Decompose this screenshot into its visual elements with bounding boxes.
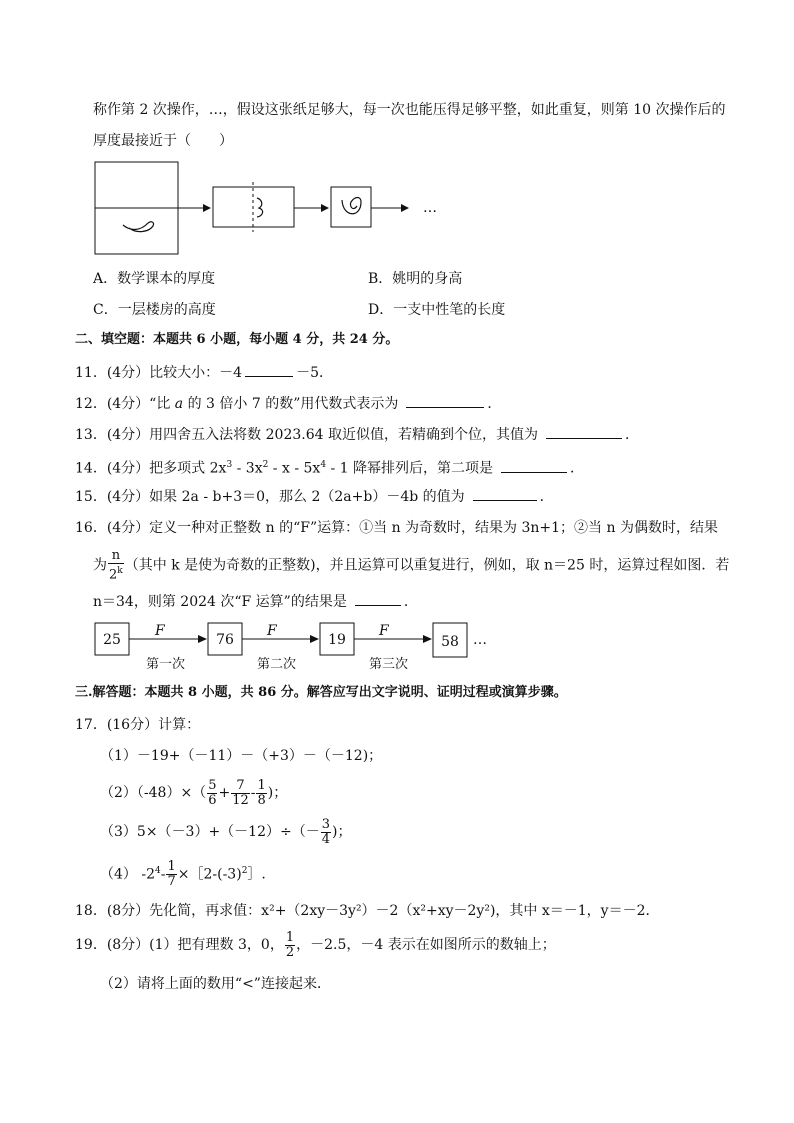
q13-suffix: ． [624, 427, 639, 443]
q16-frac-num: n [108, 549, 124, 564]
q17-p4-exp: 4 [155, 866, 161, 876]
q14-term4: - 1 降幂排列后，第二项是 [326, 460, 494, 477]
q16-line3 [93, 591, 418, 612]
q16-line2-prefix: 为 [93, 557, 107, 574]
q10-text-line1: 称作第 2 次操作，…，假设这张纸足够大，每一次也能压得足够平整，如此重复，则第 10 次操作后的 [93, 102, 726, 118]
flow-box-4-value: 58 [441, 634, 459, 650]
flow-op-3: F [379, 623, 389, 639]
flow-ellipsis: … [473, 632, 487, 648]
q14-exp2: 2 [262, 460, 269, 470]
flow-op-1: F [155, 623, 165, 639]
q17-p3-frac [321, 818, 331, 847]
section2-heading: 二、填空题：本题共 6 小题，每小题 4 分，共 24 分。 [75, 332, 399, 347]
q17-p2-frac3-num: 1 [257, 777, 266, 793]
q17-p2-frac1 [207, 779, 217, 808]
q17-p2-frac2-num: 7 [231, 779, 250, 794]
flow-box-3-value: 19 [328, 632, 346, 648]
q17-p4-op: - [160, 866, 166, 883]
q16-fraction [108, 549, 124, 582]
flow-box-1-value: 25 [103, 632, 121, 648]
q19-part1 [75, 928, 556, 962]
q14-suffix: ． [570, 460, 585, 477]
section3-heading: 三.解答题：本题共 8 小题，共 86 分。解答应写出文字说明、证明过程或演算步骤。 [75, 685, 567, 700]
q16-line2 [93, 549, 729, 582]
q17-p3-frac-den: 4 [321, 831, 331, 847]
q18-line: 18．(8分）先化简，再求值：x²+（2xy－3y²）－2（x²+xy－2y²)，其中 x＝－1，y＝－2． [75, 903, 660, 919]
q16-frac-den-exp: k [117, 566, 123, 576]
q19-p1-prefix: 19．(8分）(1）把有理数 3，0， [75, 937, 284, 953]
q17-p2-op2: - [250, 785, 256, 801]
diagram-ellipsis: … [423, 200, 437, 216]
q14-exp3: 4 [320, 460, 327, 470]
q17-title: 17．(16分）计算： [75, 717, 201, 733]
q14-term3: - x - 5x [268, 460, 321, 477]
q17-p2-suffix: )； [267, 785, 288, 801]
q11-line [75, 362, 333, 383]
flow-box-4 [433, 623, 467, 657]
q17-p2-frac1-den: 6 [208, 792, 217, 808]
q17-p4-mid: ×［2-(-3) [177, 866, 242, 883]
q17-part4 [100, 854, 266, 892]
f-operation-flow-diagram [93, 618, 503, 674]
q16-frac-den-base: 2 [109, 567, 118, 583]
option-b: B．姚明的身高 [368, 271, 463, 287]
q17-part1: （1）－19+（－11）－（+3）－（－12)； [100, 748, 383, 764]
q12-line [75, 393, 501, 414]
q15-answer-blank[interactable] [473, 486, 537, 501]
flow-box-2 [208, 623, 242, 655]
q13-prefix: 13．(4分）用四舍五入法将数 2023.64 取近似值，若精确到个位，其值为 [75, 427, 538, 443]
q19-frac [285, 931, 295, 960]
q17-part3 [100, 815, 351, 849]
option-c: C．一层楼房的高度 [93, 302, 216, 318]
q12-answer-blank[interactable] [406, 393, 484, 408]
q17-p3-prefix: （3）5×（－3）+（－12）÷（－ [100, 824, 320, 840]
q16-line3-prefix: n＝34，则第 2024 次“F 运算”的结果是 [93, 594, 347, 610]
q19-p1-suffix: ，－2.5，－4 表示在如图所示的数轴上； [296, 937, 556, 953]
q14-term2: - 3x [232, 460, 263, 477]
q19-part2: （2）请将上面的数用“<”连接起来． [100, 976, 331, 992]
q11-suffix: －5． [296, 365, 334, 381]
q17-p2-frac2-den: 12 [232, 792, 249, 808]
q19-frac-num: 1 [285, 929, 295, 945]
q12-suffix: ． [487, 396, 502, 412]
q12-variable: a [174, 396, 184, 412]
q13-line [75, 424, 639, 445]
flow-op-2: F [267, 623, 277, 639]
q17-p2-prefix: （2）（-48）×（ [100, 785, 207, 801]
q17-p3-frac-num: 3 [321, 816, 331, 832]
q17-p2-frac3 [256, 779, 266, 808]
q12-prefix-rest: 的 3 倍小 7 的数”用代数式表示为 [183, 396, 399, 412]
q14-line [75, 455, 584, 479]
flow-step-1: 第一次 [146, 657, 186, 672]
flow-box-2-value: 76 [216, 632, 234, 648]
q14-exp1: 3 [226, 460, 233, 470]
q15-prefix: 15．(4分）如果 2a - b+3＝0，那么 2（2a+b）－4b 的值为 [75, 489, 465, 505]
fold-loop-icon [342, 198, 361, 214]
q17-p4-exp2: 2 [241, 866, 248, 876]
q16-line2-suffix: （其中 k 是使为奇数的正整数)，并且运算可以重复进行，例如，取 n＝25 时，运算过程如图．若 [124, 557, 730, 574]
option-d: D．一支中性笔的长度 [368, 302, 506, 318]
flow-step-3: 第三次 [369, 657, 409, 672]
q14-prefix: 14．(4分）把多项式 2x [75, 460, 227, 477]
q17-p4-prefix: （4） -2 [100, 866, 155, 883]
q11-prefix: 11．(4分）比较大小：－4 [75, 365, 243, 381]
q17-p4-frac [166, 860, 176, 889]
q17-p2-frac1-num: 5 [208, 777, 217, 793]
q12-prefix: 12．(4分）“比 [75, 396, 175, 412]
q13-answer-blank[interactable] [546, 424, 622, 439]
flow-step-2: 第二次 [257, 657, 297, 672]
q17-p4-frac-den: 7 [167, 874, 176, 890]
q17-p4-suffix: ］. [247, 866, 266, 883]
q15-line [75, 486, 554, 507]
q17-p2-op1: + [218, 785, 231, 801]
q16-answer-blank[interactable] [355, 591, 401, 606]
q11-answer-blank[interactable] [245, 362, 293, 377]
fold-curve-icon [257, 198, 263, 217]
q14-answer-blank[interactable] [501, 458, 567, 473]
q17-p2-frac3-den: 8 [257, 792, 266, 808]
q17-p3-suffix: )； [332, 824, 352, 840]
fold-arrow-icon [123, 222, 154, 232]
q17-p4-frac-num: 1 [167, 859, 176, 875]
q17-part2 [100, 776, 287, 810]
q16-line1: 16．(4分）定义一种对正整数 n 的“F”运算：①当 n 为奇数时，结果为 3n+1；②当 n 为偶数时，结果 [75, 520, 718, 536]
q10-text-line2: 厚度最接近于（ ） [93, 133, 233, 149]
flow-box-3 [320, 623, 354, 655]
q19-frac-den: 2 [285, 944, 295, 960]
q16-line3-suffix: ． [403, 594, 418, 610]
paper-folding-diagram [93, 160, 453, 260]
q15-suffix: ． [539, 489, 554, 505]
flow-box-1 [95, 623, 129, 655]
option-a: A．数学课本的厚度 [93, 271, 216, 287]
q17-p2-frac2 [231, 779, 250, 808]
q16-frac-den [108, 564, 124, 582]
